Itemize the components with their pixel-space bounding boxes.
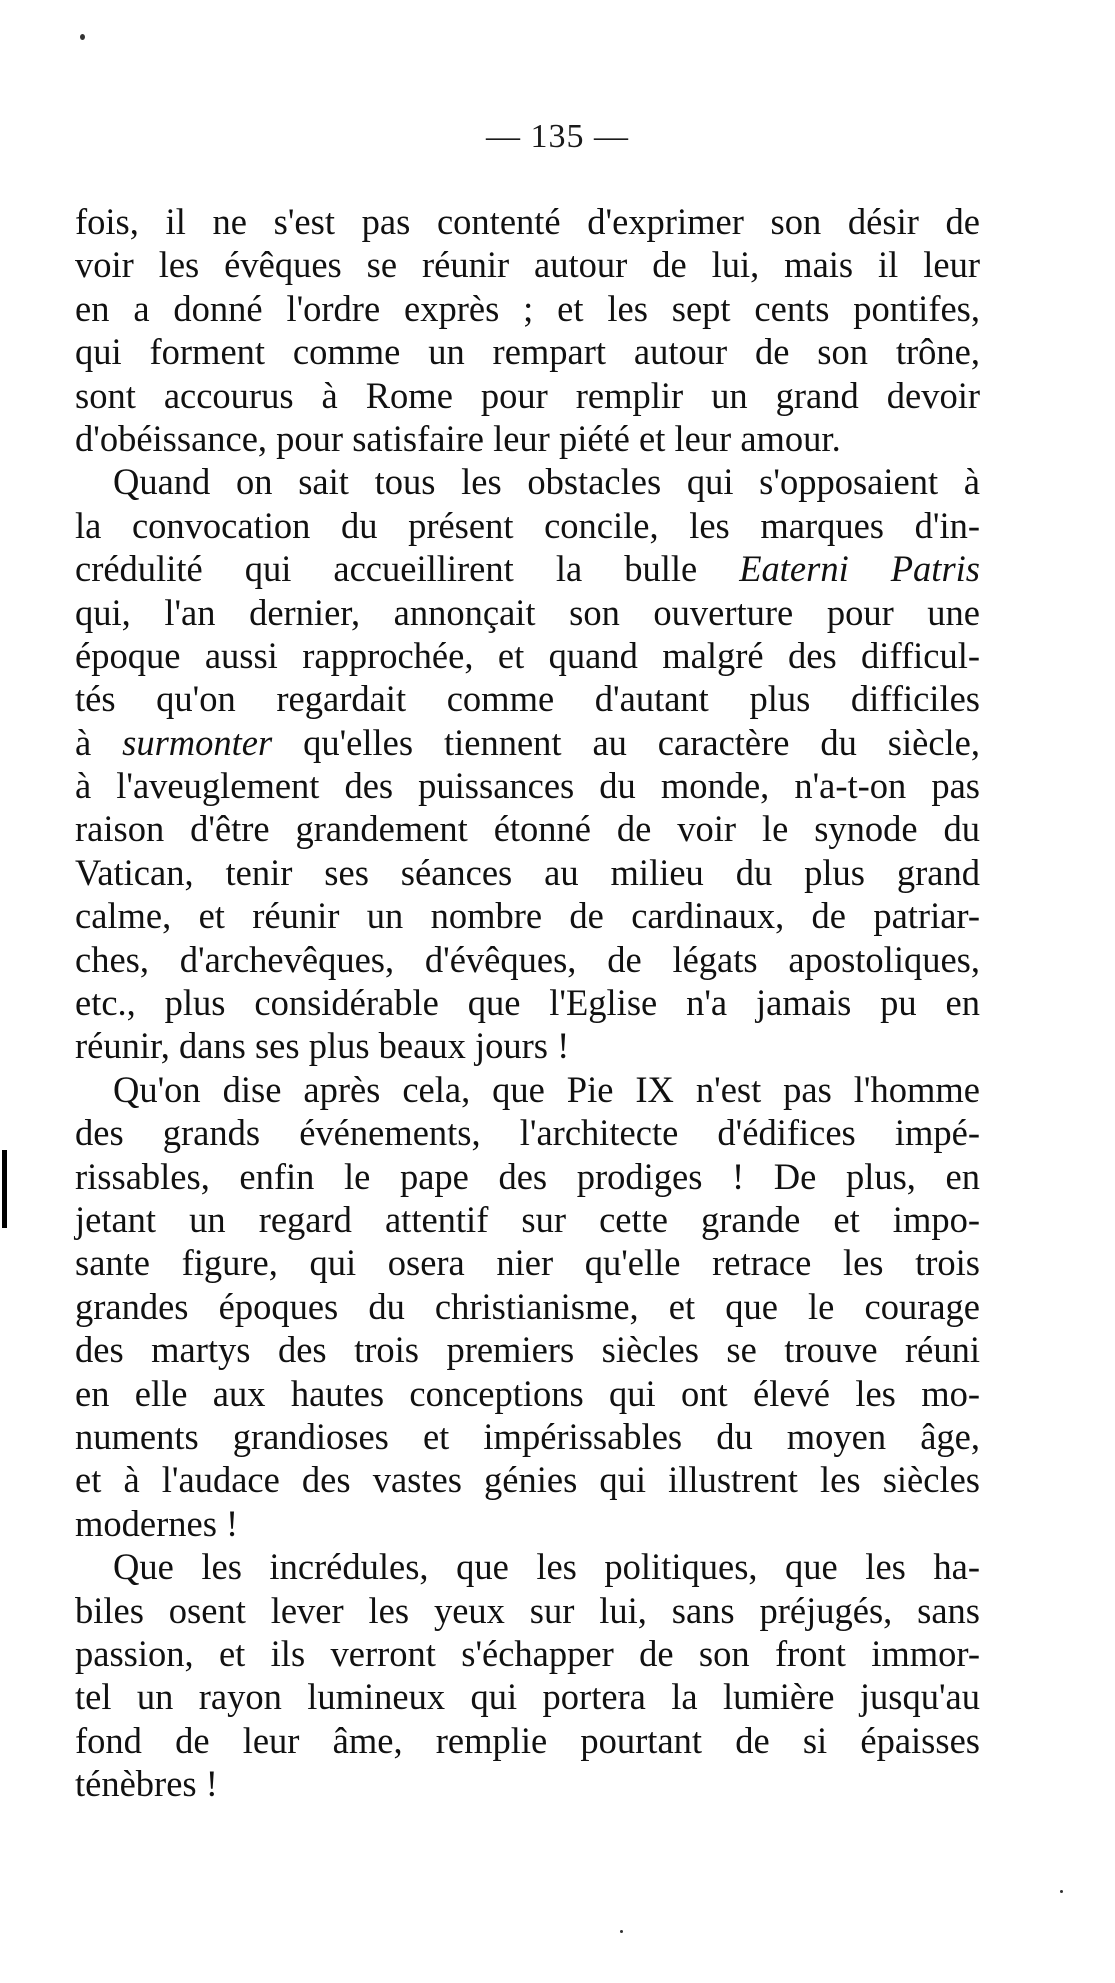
text-line: à l'aveuglement des puissances du monde, n'a-t-on pas <box>75 765 980 807</box>
italic-word: surmonter <box>122 721 273 763</box>
text-line: Qu'on dise après cela, que Pie IX n'est pas l'homme <box>113 1068 980 1110</box>
text-line: à surmonter qu'elles tiennent au caractère du siècle, <box>75 721 980 763</box>
body-text <box>75 200 980 1805</box>
text-line: Que les incrédules, que les politiques, que les ha- <box>113 1546 980 1588</box>
text-line: sont accourus à Rome pour remplir un grand devoir <box>75 374 980 416</box>
text-line: numents grandioses et impérissables du moyen âge, <box>75 1415 980 1457</box>
text-line: des martys des trois premiers siècles se trouve réuni <box>75 1329 980 1371</box>
text-line: des grands événements, l'architecte d'édifices impé- <box>75 1112 980 1154</box>
text-line: fond de leur âme, remplie pourtant de si épaisses <box>75 1719 980 1761</box>
text-line: qui forment comme un rempart autour de son trône, <box>75 331 980 373</box>
text-line: qui, l'an dernier, annonçait son ouverture pour une <box>75 591 980 633</box>
text-line: et à l'audace des vastes génies qui illustrent les siècles <box>75 1459 980 1501</box>
text-line: fois, il ne s'est pas contenté d'exprimer son désir de <box>75 201 980 242</box>
text-line: Quand on sait tous les obstacles qui s'opposaient à <box>113 461 980 503</box>
text-line: tel un rayon lumineux qui portera la lumière jusqu'au <box>75 1676 980 1718</box>
text-line: biles osent lever les yeux sur lui, sans préjugés, sans <box>75 1589 980 1631</box>
text-line: grandes époques du christianisme, et que le courage <box>75 1285 980 1327</box>
text-line: tés qu'on regardait comme d'autant plus difficiles <box>75 678 980 720</box>
bull-title: Eaterni Patris <box>739 548 980 590</box>
text-line: crédulité qui accueillirent la bulle Eaterni Patris <box>75 548 980 590</box>
ink-speck <box>80 34 85 40</box>
margin-mark <box>2 1150 7 1228</box>
text-line: ches, d'archevêques, d'évêques, de légats apostoliques, <box>75 938 980 980</box>
text-line: en a donné l'ordre exprès ; et les sept cents pontifes, <box>75 287 980 329</box>
text-line: époque aussi rapprochée, et quand malgré des difficul- <box>75 634 980 676</box>
text-line: voir les évêques se réunir autour de lui, mais il leur <box>75 244 980 286</box>
text-line: la convocation du présent concile, les marques d'in- <box>75 504 980 546</box>
text-line: passion, et ils verront s'échapper de son front immor- <box>75 1632 980 1674</box>
text-line: Vatican, tenir ses séances au milieu du plus grand <box>75 851 980 893</box>
text-line: modernes ! <box>75 1502 239 1544</box>
text-line: jetant un regard attentif sur cette grande et impo- <box>75 1198 980 1240</box>
text-line: réunir, dans ses plus beaux jours ! <box>75 1025 570 1067</box>
text-line: d'obéissance, pour satisfaire leur piété et leur amour. <box>75 417 841 459</box>
text-line: en elle aux hautes conceptions qui ont élevé les mo- <box>75 1372 980 1414</box>
text-line: raison d'être grandement étonné de voir le synode du <box>75 808 980 850</box>
page-number: — 135 — <box>486 118 629 155</box>
text-line: ténèbres ! <box>75 1763 218 1805</box>
text-line: sante figure, qui osera nier qu'elle retrace les trois <box>75 1242 980 1284</box>
text-line: calme, et réunir un nombre de cardinaux, de patriar- <box>75 895 980 937</box>
text-line: rissables, enfin le pape des prodiges ! De plus, en <box>75 1155 980 1197</box>
text-line: etc., plus considérable que l'Eglise n'a jamais pu en <box>75 982 980 1024</box>
ink-speck <box>1060 1890 1063 1893</box>
ink-speck <box>620 1930 623 1933</box>
